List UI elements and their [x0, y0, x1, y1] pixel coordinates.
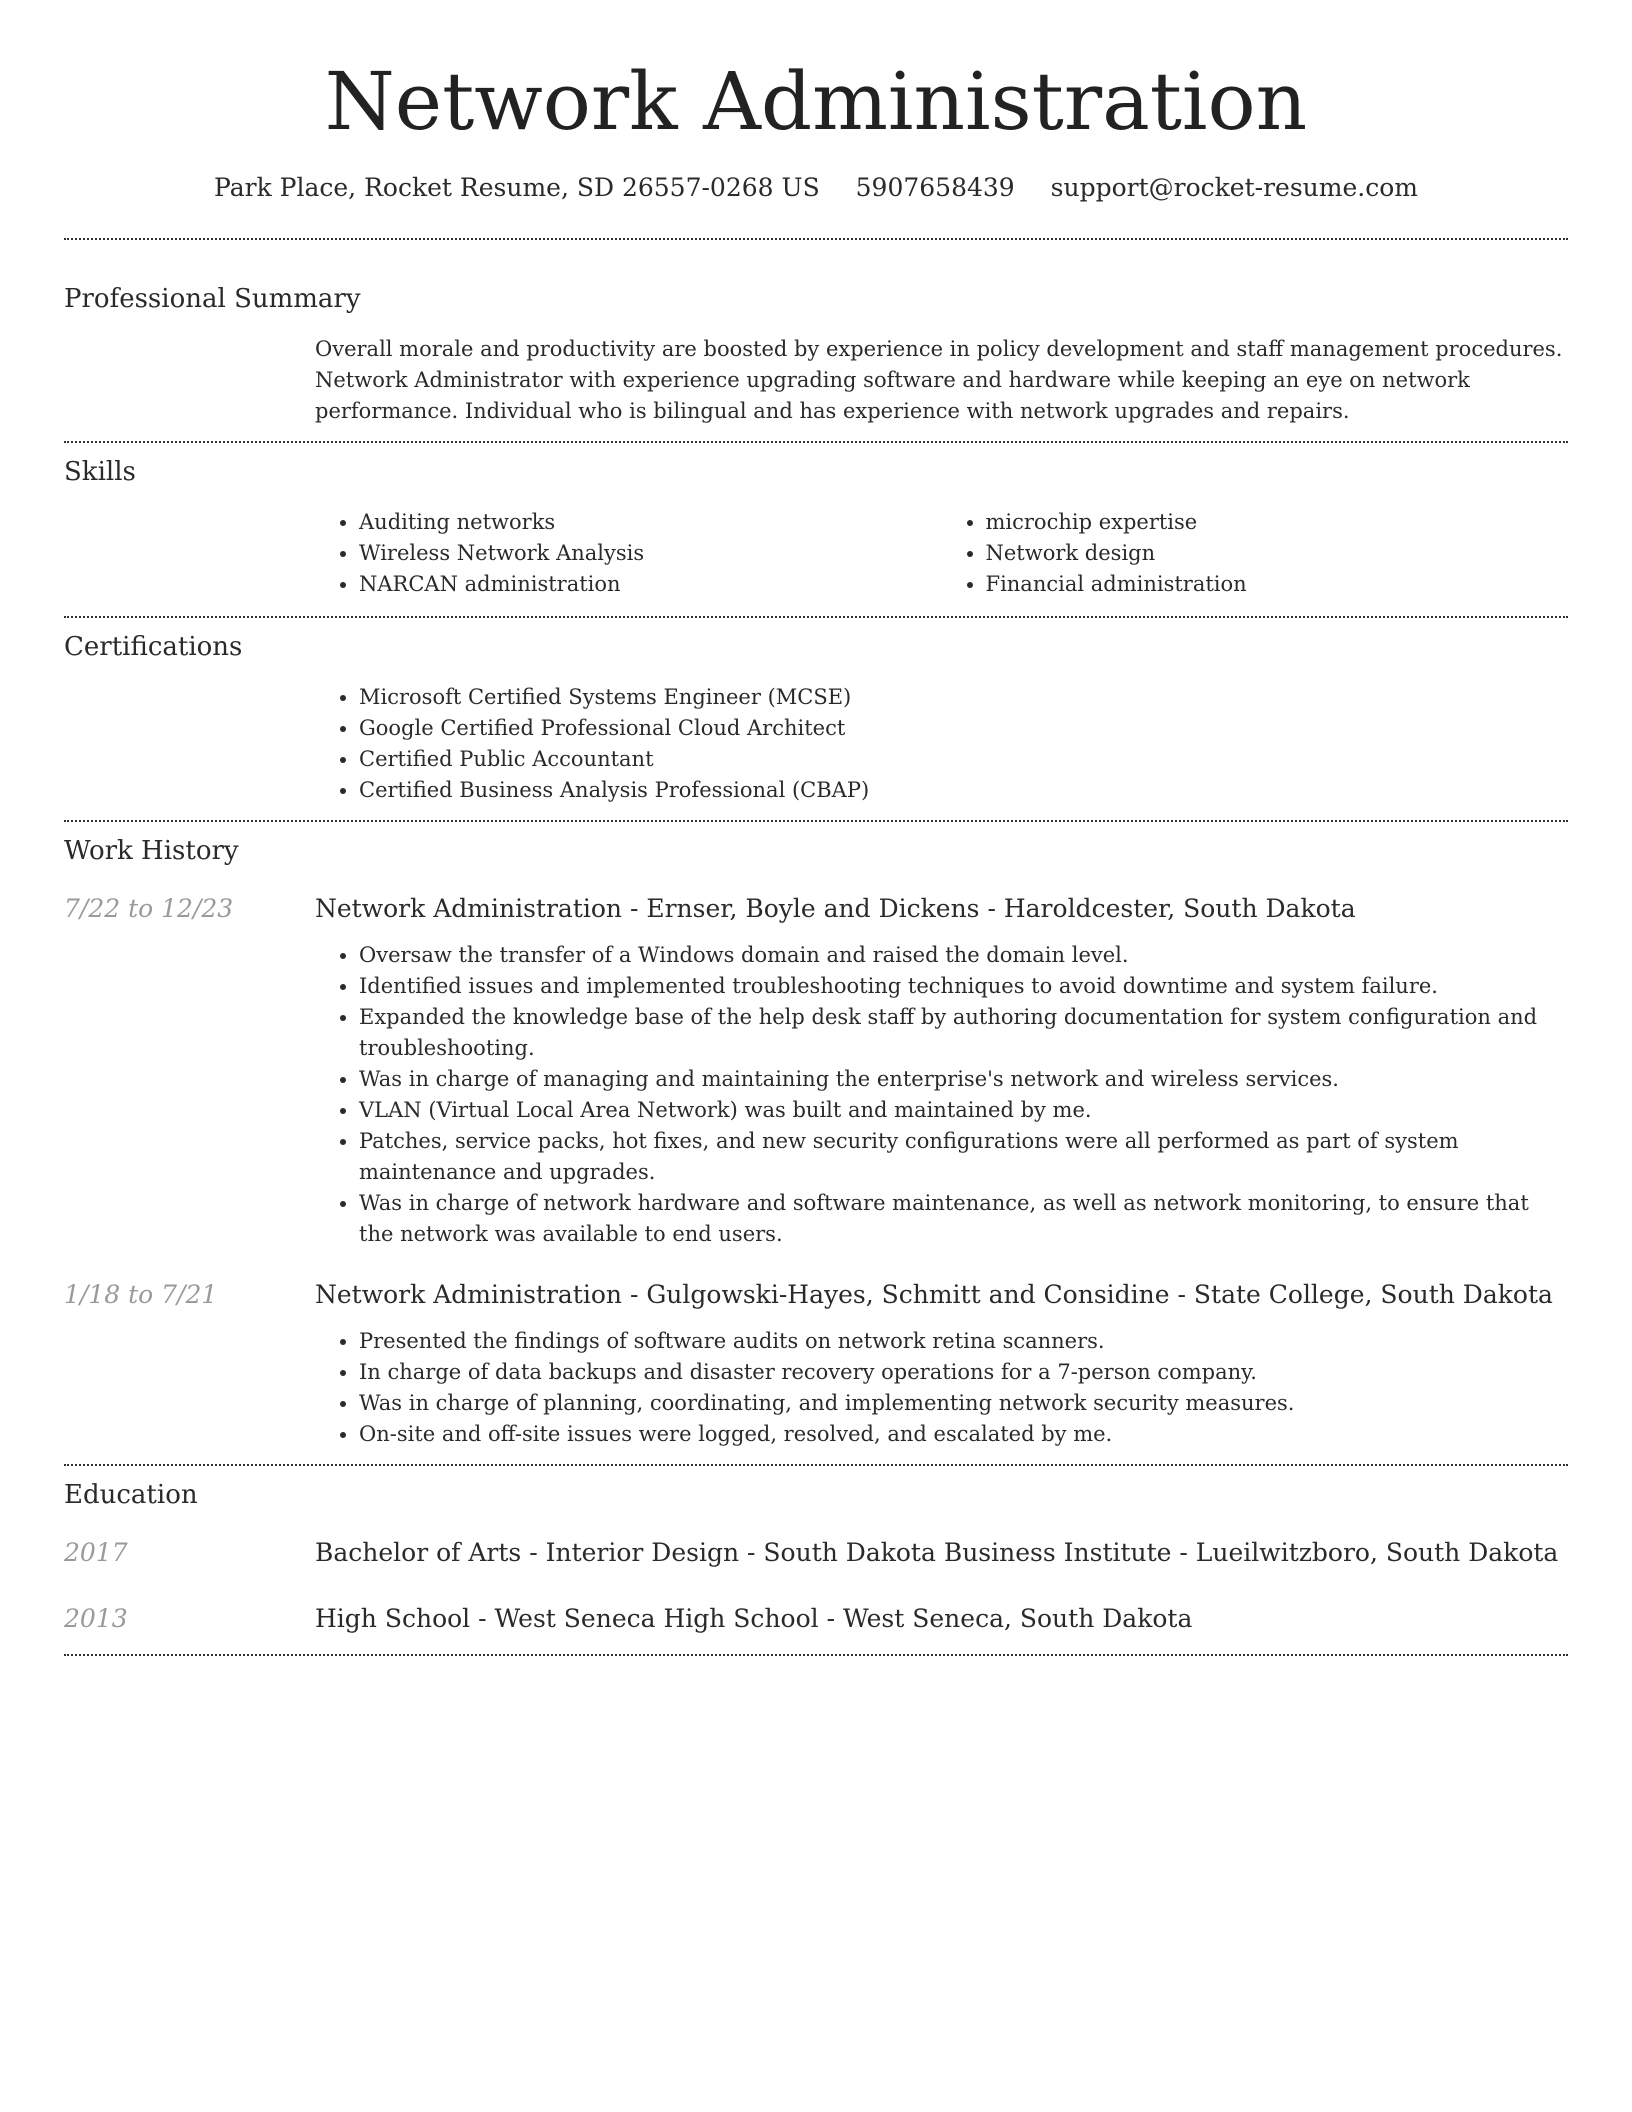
job-dates: 1/18 to 7/21: [64, 1280, 218, 1309]
certification-item: • Certified Public Accountant: [359, 744, 1568, 775]
job-dates: 7/22 to 12/23: [64, 894, 234, 923]
work-section: [64, 822, 1568, 1464]
job-bullet: • Was in charge of planning, coordinating, and implementing network security measures.: [359, 1388, 1568, 1419]
job-bullet: • Was in charge of network hardware and software maintenance, as well as network monitoring, to ensure that the network was available to end users.: [359, 1188, 1568, 1250]
education-year: 2017: [64, 1538, 128, 1567]
contact-line: [64, 172, 1568, 204]
contact-address: Park Place, Rocket Resume, SD 26557-0268 US: [214, 173, 820, 202]
job-bullet: • On-site and off-site issues were logged, resolved, and escalated by me.: [359, 1419, 1568, 1450]
job-bullets: [315, 1326, 1568, 1450]
skills-list: [315, 507, 1568, 600]
job-bullet: • Identified issues and implemented troubleshooting techniques to avoid downtime and system failure.: [359, 971, 1568, 1002]
job-bullet: • Was in charge of managing and maintaining the enterprise's network and wireless services.: [359, 1064, 1568, 1095]
skills-title: Skills: [64, 457, 136, 487]
job-heading: Network Administration - Ernser, Boyle and Dickens - Haroldcester, South Dakota: [315, 894, 1356, 923]
job-entry: [64, 1278, 1568, 1312]
resume-page: [64, 0, 1568, 1656]
education-year: 2013: [64, 1604, 128, 1633]
skills-column-right: [942, 507, 1569, 600]
education-entry: [64, 1602, 1568, 1636]
skills-column-left: [315, 507, 942, 600]
certifications-title: Certifications: [64, 632, 243, 662]
certifications-section: [64, 618, 1568, 820]
job-bullet: • Oversaw the transfer of a Windows domain and raised the domain level.: [359, 940, 1568, 971]
job-entry: [64, 892, 1568, 926]
skill-item: • Network design: [986, 538, 1569, 569]
skill-item: • microchip expertise: [986, 507, 1569, 538]
job-heading: Network Administration - Gulgowski-Hayes, Schmitt and Considine - State College, South Dakota: [315, 1280, 1553, 1309]
summary-title: Professional Summary: [64, 284, 361, 314]
job-bullet: • Presented the findings of software audits on network retina scanners.: [359, 1326, 1568, 1357]
summary-section: [64, 240, 1568, 441]
education-entry: [64, 1536, 1568, 1570]
skill-item: • Financial administration: [986, 569, 1569, 600]
divider: [64, 1654, 1568, 1656]
certification-item: • Microsoft Certified Systems Engineer (MCSE): [359, 682, 1568, 713]
summary-text: Overall morale and productivity are boosted by experience in policy development and staff management procedures. Network Administrator with experience upgrading software and hardware while keeping an eye on network performance. Individual who is bilingual and has experience with network upgrades and repairs.: [315, 337, 1563, 423]
job-bullets: [315, 940, 1568, 1250]
skill-item: • Wireless Network Analysis: [359, 538, 942, 569]
job-bullet: • Patches, service packs, hot fixes, and new security configurations were all performed as part of system maintenance and upgrades.: [359, 1126, 1568, 1188]
education-section: [64, 1466, 1568, 1654]
education-heading: Bachelor of Arts - Interior Design - South Dakota Business Institute - Lueilwitzboro, South Dakota: [315, 1538, 1559, 1567]
skills-section: [64, 443, 1568, 616]
certification-item: • Certified Business Analysis Professional (CBAP): [359, 775, 1568, 806]
candidate-name: Network Administration: [324, 55, 1308, 148]
work-title: Work History: [64, 836, 239, 866]
job-bullet: • Expanded the knowledge base of the help desk staff by authoring documentation for system configuration and troubleshooting.: [359, 1002, 1568, 1064]
skill-item: • Auditing networks: [359, 507, 942, 538]
job-bullet: • In charge of data backups and disaster recovery operations for a 7-person company.: [359, 1357, 1568, 1388]
certification-item: • Google Certified Professional Cloud Architect: [359, 713, 1568, 744]
education-title: Education: [64, 1480, 198, 1510]
certifications-list: [315, 682, 1568, 806]
skill-item: • NARCAN administration: [359, 569, 942, 600]
contact-email: support@rocket-resume.com: [1050, 173, 1418, 202]
job-bullet: • VLAN (Virtual Local Area Network) was built and maintained by me.: [359, 1095, 1568, 1126]
contact-phone: 5907658439: [855, 173, 1015, 202]
education-heading: High School - West Seneca High School - West Seneca, South Dakota: [315, 1604, 1193, 1633]
